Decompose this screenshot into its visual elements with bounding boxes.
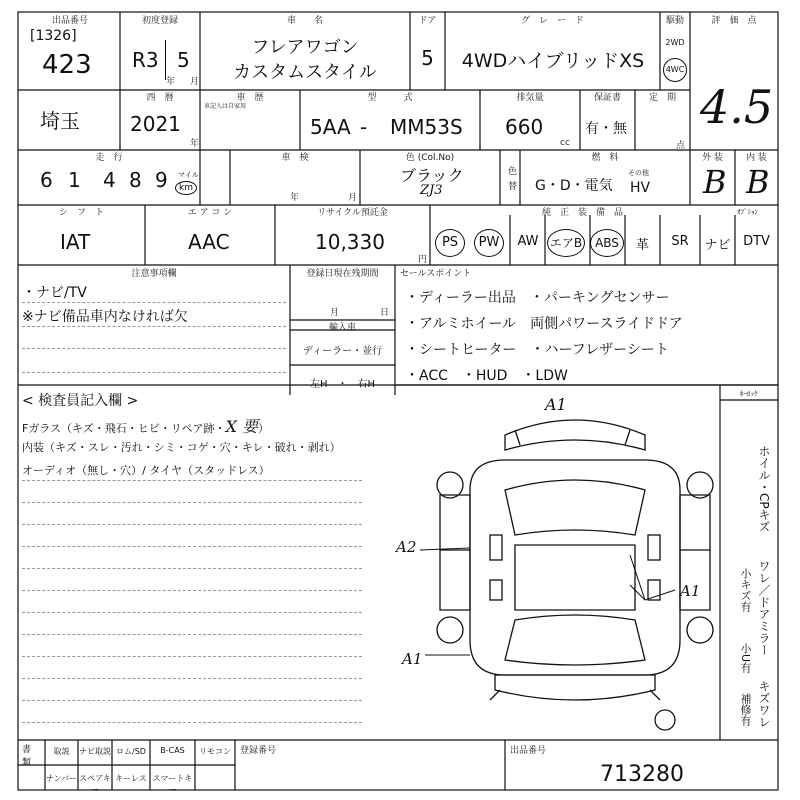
caution-line: ※ナビ備品車内なければ欠 [22, 306, 286, 327]
shift: IAT [60, 230, 91, 254]
year-label: 西 暦 [146, 93, 174, 103]
sales-label: セールスポイント [400, 269, 472, 279]
doors: 5 [421, 46, 434, 70]
sales-point: ・ACC ・HUD ・LDW [405, 368, 568, 384]
first-reg-label: 初度登録 [141, 16, 178, 26]
interior-score: B [746, 163, 770, 201]
sales-point: ・ディーラー出品 ・パーキングセンサー [405, 290, 670, 306]
damage-mark-right: A1 [680, 582, 701, 600]
dealer-parallel: ディーラー・並行 [302, 346, 383, 357]
lot-number: 423 [42, 50, 92, 80]
venue-number: 713280 [600, 762, 684, 787]
lot-label: 出品番号 [51, 16, 88, 26]
inspector-audio-line: オーディオ（無し・穴）/ タイヤ（スタッドレス） [22, 464, 270, 477]
inspector-glass-line [22, 414, 269, 437]
color: ブラック [400, 166, 464, 185]
glass-repair-mark: X 要 [225, 417, 259, 436]
inspection-label: 車 検 [281, 153, 309, 163]
equipment-sr: SR [671, 234, 689, 249]
inspector-blank-line [22, 634, 362, 635]
fuel: G・D・電気 [535, 178, 613, 194]
caution-blank-line [22, 348, 286, 349]
equipment-pw: PW [474, 229, 504, 257]
footer-item: ロム/SD [116, 747, 146, 756]
fuel-label: 燃 料 [591, 153, 619, 163]
footer-item: ナンバー [45, 774, 78, 783]
lot-sub: [1326] [30, 28, 77, 44]
glass-text: Fガラス（キズ・飛石・ヒビ・リペア跡・ [22, 422, 226, 435]
history-note: 車記入は自家用 [204, 103, 247, 110]
car-name-1: フレアワゴン [251, 37, 359, 58]
model-prefix: 5AA [310, 115, 351, 139]
mileage-digit: 1 [68, 168, 81, 192]
color-number: ZJ3 [420, 183, 443, 198]
exterior-label: 外 装 [702, 153, 723, 163]
shift-label: シ フ ト [58, 208, 104, 218]
vertical-note-small: 小キズ有 [739, 568, 752, 612]
drive-2wd: 2WD [665, 38, 685, 47]
caution-blank-line [22, 372, 286, 373]
inspector-interior-line: 内装（キズ・スレ・汚れ・シミ・コゲ・穴・キレ・破れ・剥れ） [22, 441, 341, 454]
mileage-label: 走 行 [95, 153, 123, 163]
equipment-airbag: エアB [547, 229, 585, 257]
model-dash: - [360, 115, 368, 139]
mileage-digit: 6 [40, 168, 53, 192]
sales-point: ・アルミホイール 両側パワースライドドア [405, 316, 683, 332]
equipment-navi: ナビ [704, 238, 731, 253]
manual-label: 定 期 [648, 93, 676, 103]
reg-date-label: 登録日現在残期間 [306, 269, 379, 279]
inspector-blank-line [22, 480, 362, 481]
caution-line: ・ナビ/TV [22, 282, 286, 303]
equipment-aw: AW [517, 234, 539, 249]
exterior-score: B [703, 163, 727, 201]
steering-side: 左H ・ 右H [309, 379, 376, 390]
displacement-unit: cc [560, 138, 570, 148]
footer-item: リモコン [199, 747, 231, 756]
footer-item: スペアキー [79, 774, 111, 794]
vertical-note: ワレ／ドアミラー [757, 560, 771, 656]
color-change: 色替 [508, 167, 518, 192]
first-reg-month: 5 [177, 48, 190, 72]
mileage-unit-mile: マイル [178, 171, 199, 179]
year: 2021 [130, 112, 181, 136]
model-code: MM53S [390, 115, 463, 139]
first-reg-era: R3 [132, 48, 159, 72]
mileage-unit-km: km [175, 181, 197, 195]
equipment-ps: PS [435, 229, 465, 257]
inspector-title: < 検査員記入欄 > [22, 393, 139, 409]
equipment-leather: 革 [635, 238, 649, 253]
inspector-blank-line [22, 700, 362, 701]
displacement: 660 [505, 115, 544, 139]
vertical-note-small: 小U有 [739, 643, 752, 674]
grade: 4WDハイブリッドXS [461, 50, 645, 72]
grade-label: グ レ ー ド [520, 16, 584, 26]
year-unit: 年 [166, 77, 176, 87]
recycle-label: リサイクル預託金 [317, 208, 388, 218]
footer-item: B-CAS [160, 746, 185, 755]
score-label: 評 価 点 [711, 16, 757, 26]
vertical-note: ホイル・CPキズ [757, 445, 771, 533]
inspector-blank-line [22, 612, 362, 613]
sales-point: ・シートヒーター ・ハーフレザーシート [405, 342, 669, 358]
car-name-2: カスタムスタイル [233, 62, 377, 83]
reg-day-unit: 日 [380, 308, 390, 318]
import-label: 輸入車 [328, 323, 356, 333]
option-label: ｵﾌﾟｼｮﾝ [737, 208, 758, 216]
equipment-abs: ABS [590, 229, 624, 257]
footer-item: ナビ取説 [79, 747, 111, 756]
inspector-blank-line [22, 590, 362, 591]
damage-mark-rear-left: A1 [402, 650, 423, 668]
warranty-label: 保証書 [593, 93, 621, 103]
region: 埼玉 [40, 109, 80, 133]
drive-label: 駆動 [665, 16, 684, 26]
venue-number-label: 出品番号 [510, 746, 547, 756]
recycle-fee: 10,330 [315, 230, 385, 254]
color-label: 色 (Col.No) [405, 153, 455, 163]
month-unit: 月 [190, 77, 200, 87]
inspector-blank-line [22, 656, 362, 657]
damage-mark-front: A1 [545, 395, 567, 414]
inspector-blank-line [22, 722, 362, 723]
fuel-other-label: その他 [628, 169, 649, 177]
car-name-label: 車 名 [286, 16, 323, 26]
reg-number-label: 登録番号 [240, 746, 277, 756]
mileage-digit: 9 [155, 168, 168, 192]
docs-label: 書類 [22, 745, 32, 768]
inspector-blank-line [22, 546, 362, 547]
inspection-month-unit: 月 [348, 193, 358, 203]
drive-4wd: 4WC [663, 58, 687, 82]
footer-item: スマートキー [152, 774, 193, 794]
mileage-digit: 4 [103, 168, 116, 192]
displacement-label: 排気量 [516, 93, 544, 103]
fuel-other: HV [630, 180, 651, 196]
recycle-unit: 円 [418, 255, 428, 265]
reg-month-unit: 月 [330, 308, 340, 318]
inspection-year-unit: 年 [290, 193, 300, 203]
warranty: 有・無 [585, 121, 627, 137]
inspector-blank-line [22, 502, 362, 503]
inspector-blank-line [22, 678, 362, 679]
inspector-blank-line [22, 524, 362, 525]
model-label: 型 式 [367, 93, 413, 103]
vertical-note: キズワレ [757, 680, 771, 728]
score: 4.5 [700, 80, 774, 134]
equipment-dtv: DTV [743, 234, 770, 249]
manual-unit: 点 [676, 141, 686, 151]
mileage-digit: 8 [129, 168, 142, 192]
key-lock-label: ｷｰﾛｯｸ [740, 390, 758, 398]
history-label: 車 歴 [236, 93, 264, 103]
footer-item: 取説 [53, 747, 70, 756]
footer-item: キーレス [115, 774, 147, 783]
caution-label: 注意事項欄 [131, 269, 177, 279]
damage-mark-left: A2 [396, 538, 417, 556]
interior-label: 内 装 [746, 153, 767, 163]
damage-pointer-lines [380, 520, 710, 680]
year-unit-2: 年 [190, 139, 200, 149]
ac: AAC [188, 230, 230, 254]
inspector-blank-line [22, 568, 362, 569]
equipment-label: 純 正 装 備 品 [541, 208, 623, 218]
door-label: ドア [418, 16, 437, 26]
ac-label: エ ア コ ン [187, 208, 233, 218]
vertical-note-small: 補修有 [739, 693, 752, 726]
glass-close: ） [258, 422, 270, 435]
